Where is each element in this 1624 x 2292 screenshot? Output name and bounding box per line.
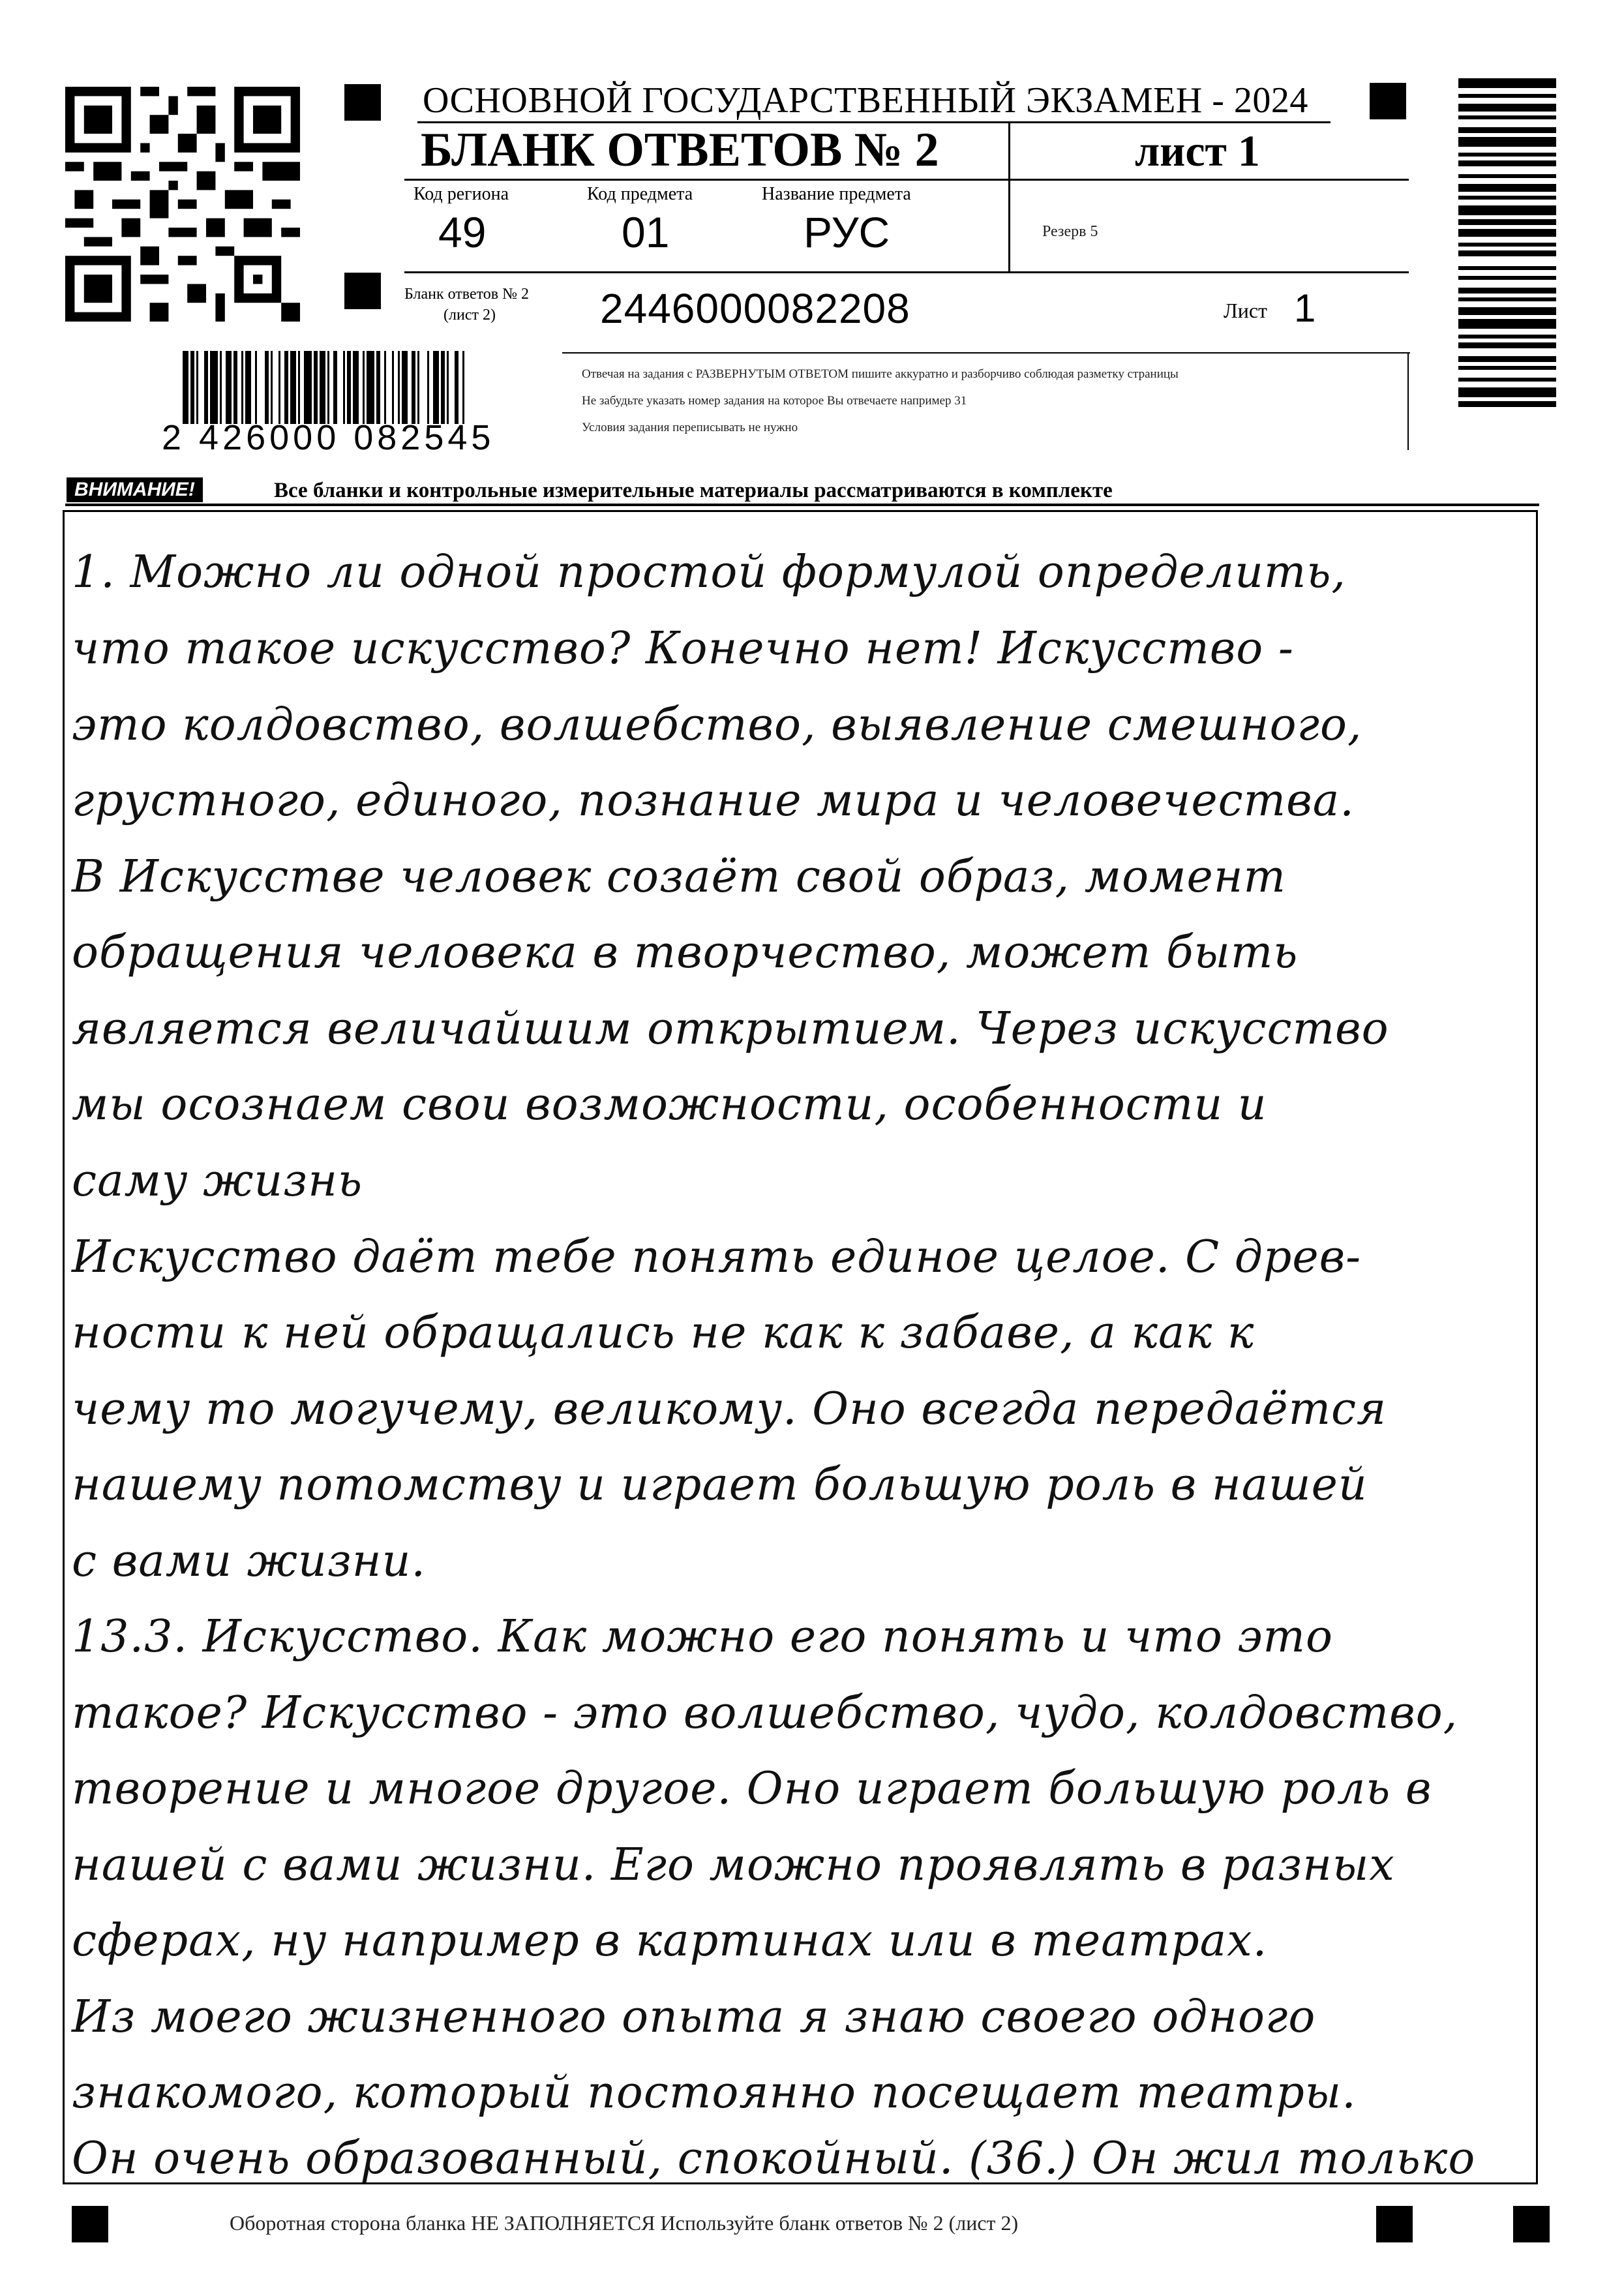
answer-line: является величайшим открытием. Через искусство bbox=[72, 1003, 1389, 1055]
answer-line: В Искусстве человек созаёт свой образ, момент bbox=[72, 851, 1286, 903]
answer-line: 1. Можно ли одной простой формулой определить, bbox=[72, 547, 1346, 598]
attention-badge: ВНИМАНИЕ! bbox=[67, 477, 203, 502]
side-barcode bbox=[1458, 78, 1556, 417]
codes-underline bbox=[404, 271, 1409, 273]
exam-title: ОСНОВНОЙ ГОСУДАРСТВЕННЫЙ ЭКЗАМЕН - 2024 bbox=[423, 80, 1308, 121]
answer-line: Искусство даёт тебе понять единое целое. С древ- bbox=[72, 1231, 1362, 1283]
answer-line: нашей с вами жизни. Его можно проявлять в разных bbox=[72, 1839, 1395, 1891]
region-code: 49 bbox=[438, 208, 487, 256]
region-code-label: Код региона bbox=[414, 184, 509, 204]
answer-line: грустного, единого, познание мира и человечества. bbox=[72, 775, 1355, 826]
answer-line: это колдовство, волшебство, выявление смешного, bbox=[72, 699, 1362, 751]
attention-text: Все бланки и контрольные измерительные материалы рассматриваются в комплекте bbox=[274, 479, 1113, 502]
answer-line: с вами жизни. bbox=[72, 1535, 426, 1587]
footer-note: Оборотная сторона бланка НЕ ЗАПОЛНЯЕТСЯ Используйте бланк ответов № 2 (лист 2) bbox=[230, 2211, 1019, 2235]
subject-name: РУС bbox=[804, 208, 890, 256]
subject-code-label: Код предмета bbox=[587, 184, 693, 204]
answer-line: Из моего жизненного опыта я знаю своего одного bbox=[72, 1991, 1316, 2043]
sheet-number-label: Лист bbox=[1224, 299, 1268, 322]
answer-line: саму жизнь bbox=[72, 1155, 363, 1207]
registration-marker-bottom-right bbox=[1513, 2206, 1550, 2242]
registration-marker-mid-left bbox=[344, 273, 381, 309]
answer-line: нашему потомству и играет большую роль в нашей bbox=[72, 1459, 1368, 1511]
reserve-label: Резерв 5 bbox=[1042, 223, 1098, 240]
answer-line: мы осознаем свои возможности, особенности и bbox=[72, 1079, 1267, 1130]
answer-line: знакомого, который постоянно посещает театры. bbox=[72, 2067, 1357, 2119]
instructions-top-line bbox=[562, 352, 1410, 354]
form-id-label-line2: (лист 2) bbox=[444, 307, 496, 324]
answer-line: Он очень образованный, спокойный. (36.) Он жил только bbox=[72, 2133, 1476, 2184]
form-title-underline bbox=[404, 179, 1409, 181]
answer-line: что такое искусство? Конечно нет! Искусство - bbox=[72, 623, 1294, 674]
instruction-line-1: Отвечая на задания с РАЗВЕРНУТЫМ ОТВЕТОМ пишите аккуратно и разборчиво соблюдая разметку страницы bbox=[582, 367, 1179, 381]
registration-marker-top-left bbox=[344, 84, 381, 121]
attention-underline bbox=[65, 504, 1539, 506]
registration-marker-bottom-left bbox=[72, 2206, 108, 2242]
subject-code: 01 bbox=[622, 208, 670, 256]
form-title: БЛАНК ОТВЕТОВ № 2 bbox=[421, 123, 939, 177]
title-divider bbox=[1008, 123, 1010, 273]
sheet-number: 1 bbox=[1294, 286, 1316, 330]
answer-line: такое? Искусство - это волшебство, чудо, колдовство, bbox=[72, 1687, 1458, 1739]
barcode-number: 2 426000 082545 bbox=[162, 418, 495, 457]
instruction-line-3: Условия задания переписывать не нужно bbox=[582, 421, 798, 434]
answer-line: ности к ней обращались не как к забаве, а как к bbox=[72, 1307, 1255, 1359]
form-barcode bbox=[183, 351, 554, 424]
subject-name-label: Название предмета bbox=[762, 184, 911, 204]
qr-code bbox=[65, 87, 300, 322]
answer-line: чему то могучему, великому. Оно всегда передаётся bbox=[72, 1383, 1387, 1435]
answer-line: 13.3. Искусство. Как можно его понять и что это bbox=[72, 1611, 1333, 1663]
instruction-line-2: Не забудьте указать номер задания на которое Вы отвечаете например 31 bbox=[582, 394, 967, 408]
answer-line: сферах, ну например в картинах или в театрах. bbox=[72, 1915, 1268, 1967]
registration-marker-bottom-mid bbox=[1376, 2206, 1413, 2242]
sheet-label: лист 1 bbox=[1135, 126, 1260, 175]
form-id-label-line1: Бланк ответов № 2 bbox=[404, 286, 530, 303]
answer-line: обращения человека в творчество, может быть bbox=[72, 927, 1299, 978]
form-number: 2446000082208 bbox=[600, 285, 910, 332]
answer-line: творение и многое другое. Оно играет большую роль в bbox=[72, 1763, 1432, 1815]
registration-marker-top-right bbox=[1370, 83, 1406, 119]
instructions-right-line bbox=[1407, 352, 1409, 450]
